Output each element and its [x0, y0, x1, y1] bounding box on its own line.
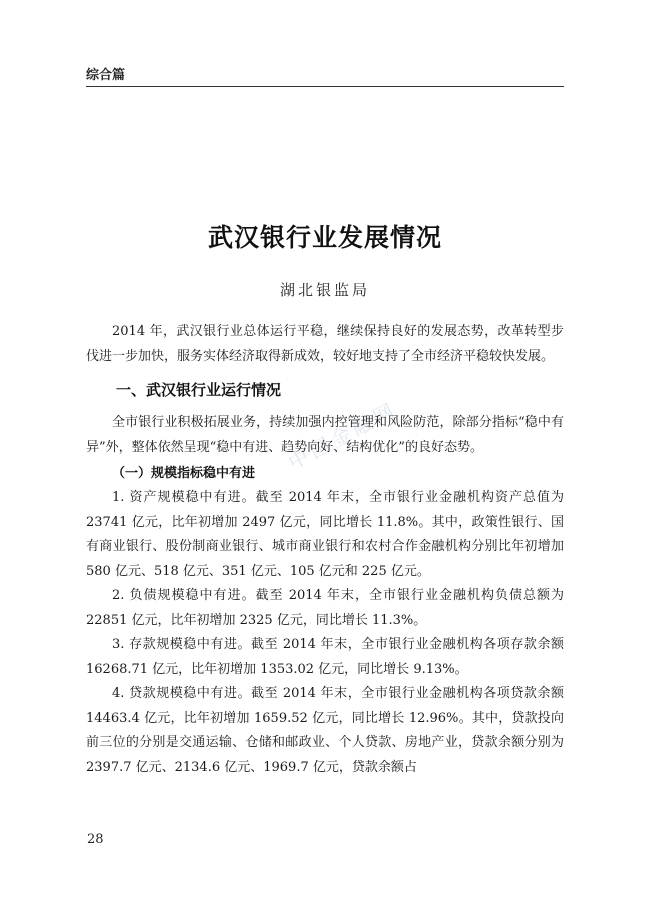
- running-header: [86, 64, 564, 87]
- list-item: 2. 负债规模稳中有进。截至 2014 年末，全市银行业金融机构负债总额为 22851 亿元，比年初增加 2325 亿元，同比增长 11.3%。: [86, 588, 564, 628]
- article-body: [86, 320, 564, 780]
- header-section-label: 综合篇: [86, 68, 126, 83]
- intro-paragraph: 2014 年，武汉银行业总体运行平稳，继续保持良好的发展态势，改革转型步伐进一步加快，服务实体经济取得新成效，较好地支持了全市经济平稳较快发展。: [86, 324, 564, 364]
- list-item: 3. 存款规模稳中有进。截至 2014 年末，全市银行业金融机构各项存款余额 16268.71 亿元，比年初增加 1353.02 亿元，同比增长 9.13%。: [86, 637, 564, 677]
- list-item: 1. 资产规模稳中有进。截至 2014 年末，全市银行业金融机构资产总值为 23741 亿元，比年初增加 2497 亿元，同比增长 11.8%。其中，政策性银行、国有商业银行、股份制商业银行、城市商业银行和农村合作金融机构分别比年初增加 580 亿元、518 亿元、351 亿元、105 亿元和 225 亿元。: [86, 490, 564, 579]
- watermark: 中国金融网: [284, 397, 402, 475]
- subsection-heading: （一）规模指标稳中有进: [112, 466, 256, 481]
- list-item: 4. 贷款规模稳中有进。截至 2014 年末，全市银行业金融机构各项贷款余额 14463.4 亿元，比年初增加 1659.52 亿元，同比增长 12.96%。其中，贷款投向前三位的分别是交通运输、仓储和邮政业、个人贷款、房地产业，贷款余额分别为 2397.7 亿元、2134.6 亿元、1969.7 亿元，贷款余额占: [86, 686, 564, 775]
- article-title: 武汉银行业发展情况: [207, 223, 442, 252]
- section-heading: 一、武汉银行业运行情况: [116, 381, 282, 399]
- section-paragraph: 全市银行业积极拓展业务，持续加强内控管理和风险防范，除部分指标“稳中有异”外，整体依然呈现“稳中有进、趋势向好、结构优化”的良好态势。: [86, 415, 564, 455]
- article-author: 湖北银监局: [279, 281, 370, 299]
- page-number: 28: [87, 832, 104, 847]
